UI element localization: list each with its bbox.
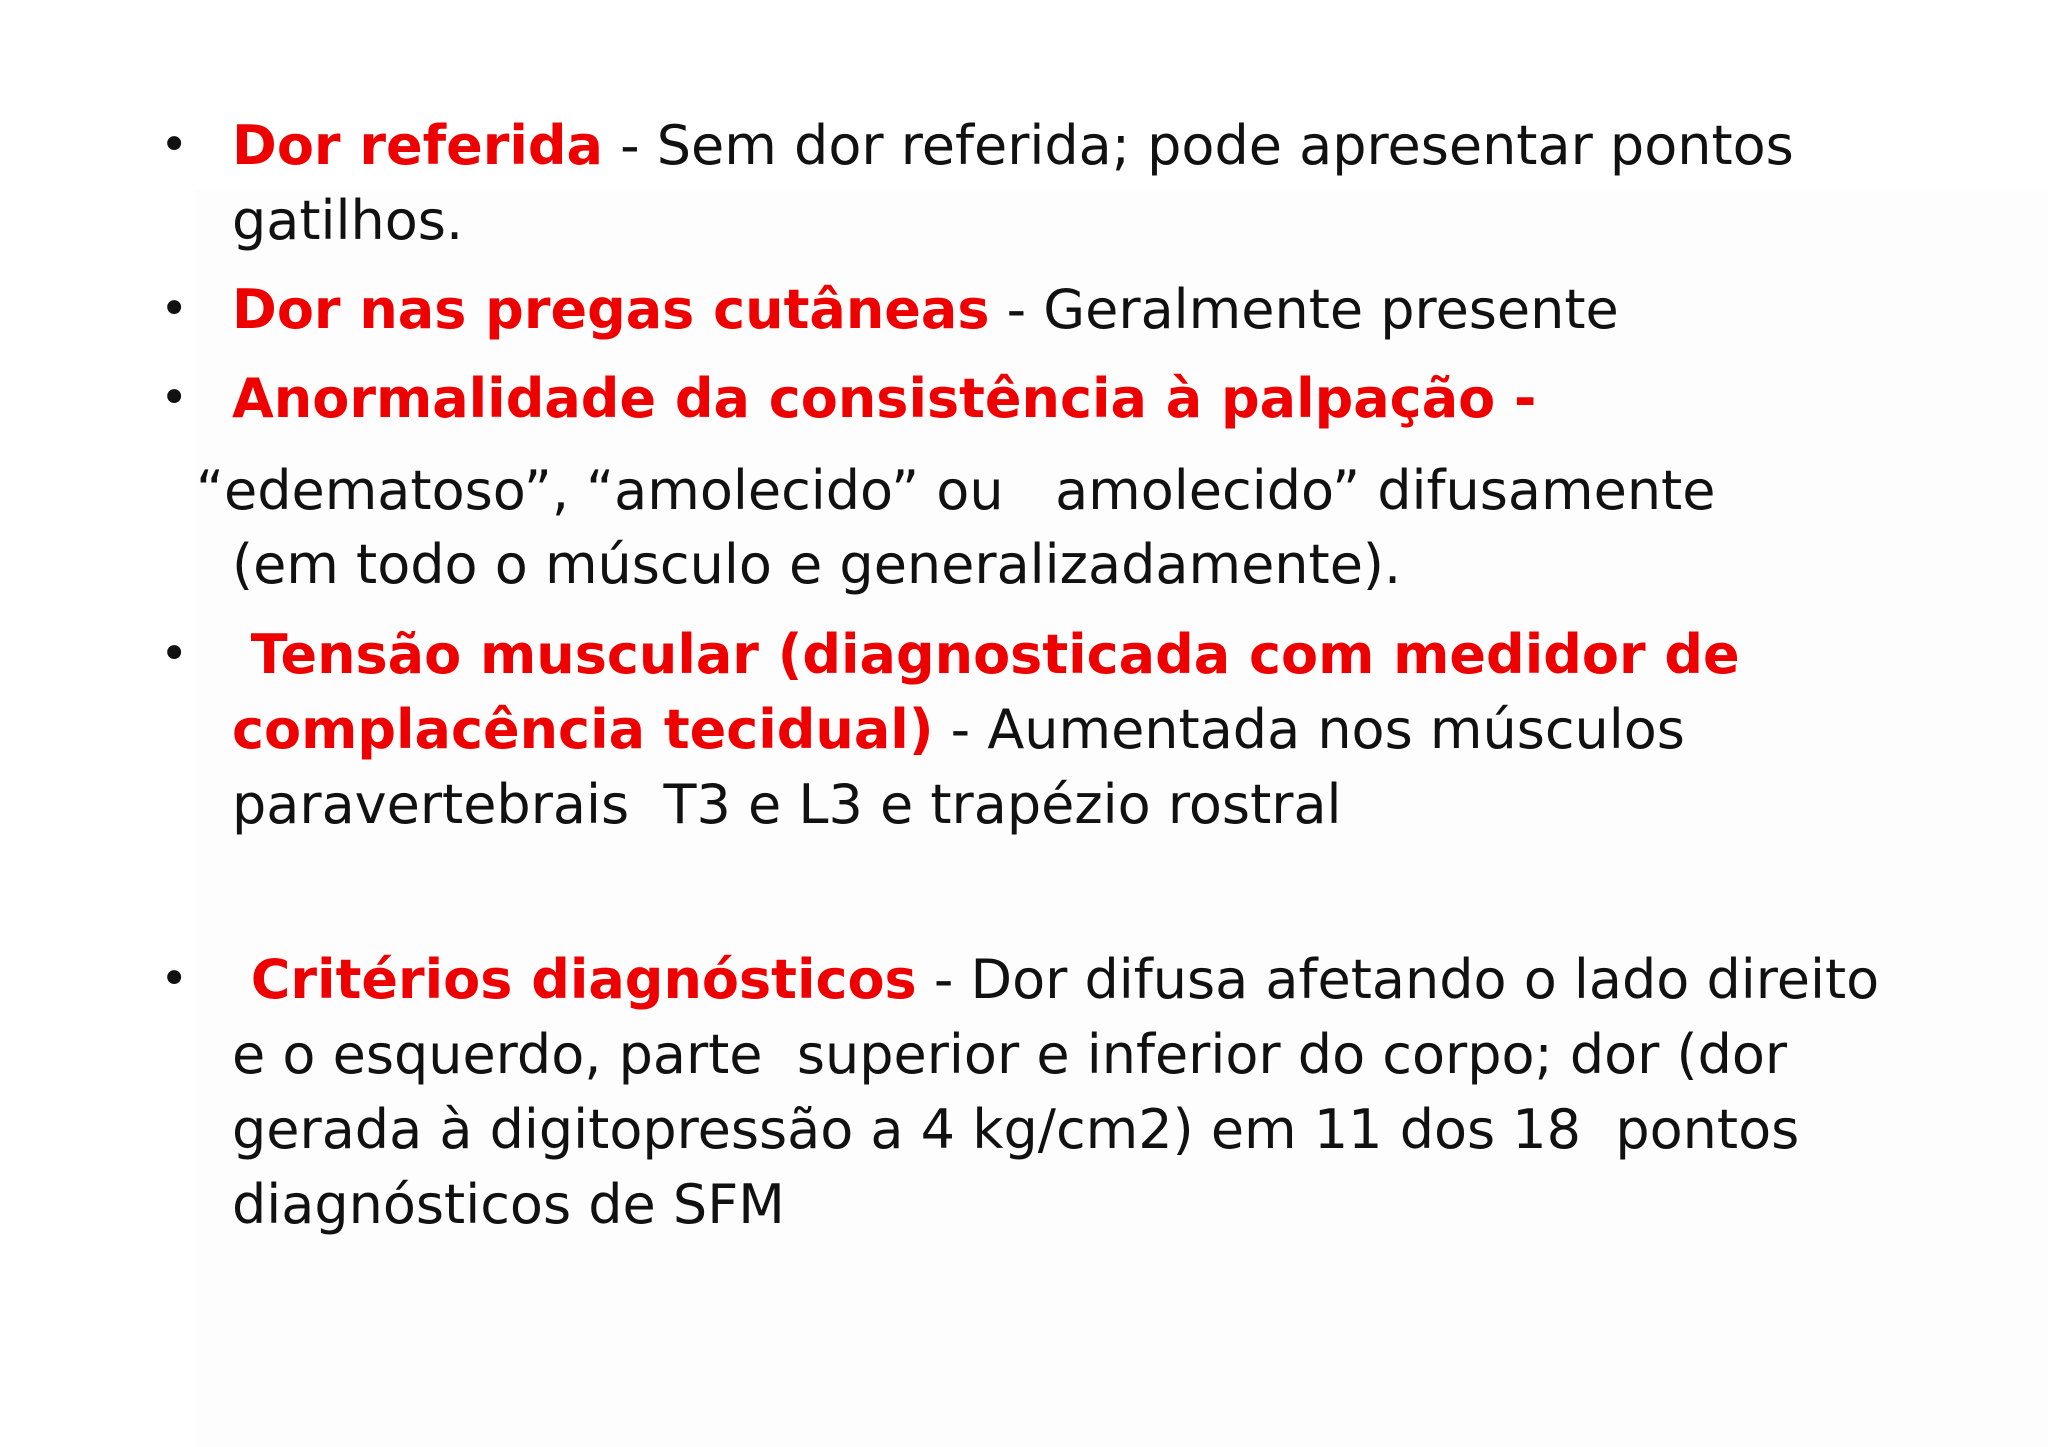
bullet-3: • xyxy=(160,370,189,426)
list-item-anormalidade xyxy=(232,361,1882,436)
item-3-line-3: (em todo o músculo e generalizadamente). xyxy=(232,533,1402,596)
term-tensao-line-2: complacência tecidual) xyxy=(232,698,934,761)
item-3-line-3-wrap xyxy=(232,527,1882,602)
item-2-text: - Geralmente presente xyxy=(989,278,1619,341)
item-1-line-1 xyxy=(232,108,1882,183)
term-dor-pregas: Dor nas pregas cutâneas xyxy=(232,278,990,341)
item-5-line-1 xyxy=(232,942,1882,1017)
bullet-1: • xyxy=(160,117,189,173)
item-2-line-1 xyxy=(232,272,1882,347)
bullet-2: • xyxy=(160,281,189,337)
item-5-line-4: diagnósticos de SFM xyxy=(232,1173,785,1236)
item-1-line-2: gatilhos. xyxy=(232,189,464,252)
item-3-continuation: “edematoso”, “amolecido” ou amolecido” difusamente xyxy=(196,459,1716,522)
list-item-dor-pregas xyxy=(232,272,1882,347)
item-5-line-3: gerada à digitopressão a 4 kg/cm2) em 11 dos 18 pontos xyxy=(232,1098,1800,1161)
bullet-5: • xyxy=(160,951,189,1007)
item-4-line-3: paravertebrais T3 e L3 e trapézio rostral xyxy=(232,773,1342,836)
bullet-4: • xyxy=(160,626,189,682)
term-anormalidade: Anormalidade da consistência à palpação - xyxy=(232,367,1537,430)
term-tensao-line-1: Tensão muscular (diagnosticada com medidor de xyxy=(232,623,1740,686)
item-5-line-2: e o esquerdo, parte superior e inferior do corpo; dor (dor xyxy=(232,1023,1788,1086)
list-item-tensao xyxy=(232,617,1882,842)
list-item-dor-referida xyxy=(232,108,1882,258)
item-4-line-2 xyxy=(232,692,1882,767)
item-1-text: - Sem dor referida; pode apresentar pontos xyxy=(602,114,1794,177)
item-4-text: - Aumentada nos músculos xyxy=(933,698,1685,761)
term-criterios: Critérios diagnósticos xyxy=(232,948,917,1011)
list-item-criterios xyxy=(232,942,1882,1242)
item-5-text: - Dor difusa afetando o lado direito xyxy=(916,948,1880,1011)
term-dor-referida: Dor referida xyxy=(232,114,603,177)
